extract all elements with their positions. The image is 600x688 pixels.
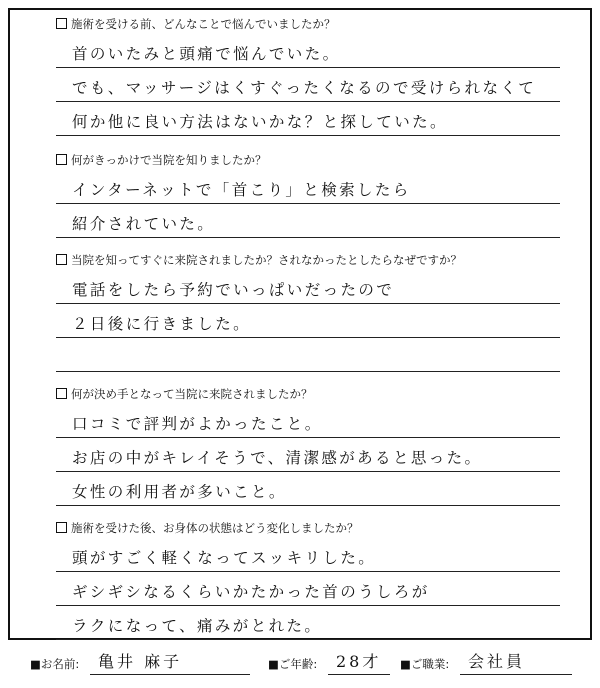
question-3-text: 当院を知ってすぐに来院されましたか？されなかったとしたらなぜですか？ <box>71 253 462 267</box>
answer-text: ラクになって、痛みがとれた。 <box>72 617 323 635</box>
question-5 <box>56 520 359 536</box>
checkbox-icon <box>56 522 67 533</box>
answer-text: ギシギシなるくらいかたかった首のうしろが <box>72 583 430 601</box>
question-2 <box>56 152 267 168</box>
answer-line <box>56 404 560 438</box>
answer-line <box>56 572 560 606</box>
checkbox-icon <box>56 254 67 265</box>
answer-text: インターネットで「首こり」と検索したら <box>72 181 411 199</box>
checkbox-icon <box>56 154 67 165</box>
answer-line <box>56 204 560 238</box>
age-value: 28才 <box>336 652 382 671</box>
answer-text: 頭がすごく軽くなってスッキリした。 <box>72 549 377 567</box>
answer-line <box>56 472 560 506</box>
answer-line <box>56 170 560 204</box>
question-1 <box>56 16 336 32</box>
answer-text: 口コミで評判がよかったこと。 <box>72 415 323 433</box>
answer-text: 首のいたみと頭痛で悩んでいた。 <box>72 45 341 63</box>
name-value: 亀井 麻子 <box>98 652 183 671</box>
answer-line <box>56 538 560 572</box>
question-4-text: 何が決め手となって当院に来院されましたか？ <box>71 387 313 401</box>
answer-line <box>56 270 560 304</box>
answer-line <box>56 304 560 338</box>
answer-text: 電話をしたら予約でいっぱいだったので <box>72 281 395 299</box>
checkbox-icon <box>56 388 67 399</box>
answer-line <box>56 68 560 102</box>
question-3 <box>56 252 462 268</box>
name-field <box>90 649 250 675</box>
answer-line <box>56 34 560 68</box>
footer <box>0 645 600 688</box>
question-4 <box>56 386 313 402</box>
answer-line <box>56 338 560 372</box>
answer-text: 紹介されていた。 <box>72 215 216 233</box>
answer-line <box>56 438 560 472</box>
age-field <box>328 649 390 675</box>
job-value: 会社員 <box>468 652 526 671</box>
job-label: ■ご職業: <box>400 657 450 671</box>
answer-text: 女性の利用者が多いこと。 <box>72 483 287 501</box>
questionnaire-sheet <box>8 8 592 640</box>
job-field <box>460 649 572 675</box>
question-2-text: 何がきっかけで当院を知りましたか？ <box>71 153 267 167</box>
name-label: ■お名前: <box>30 657 80 671</box>
answer-text: 何か他に良い方法はないかな？と探していた。 <box>72 113 448 131</box>
answer-line <box>56 606 560 640</box>
checkbox-icon <box>56 18 67 29</box>
question-5-text: 施術を受けた後、お身体の状態はどう変化しましたか？ <box>71 521 359 535</box>
answer-line <box>56 102 560 136</box>
question-1-text: 施術を受ける前、どんなことで悩んでいましたか？ <box>71 17 336 31</box>
answer-text: お店の中がキレイそうで、清潔感があると思った。 <box>72 449 483 467</box>
answer-text: ２日後に行きました。 <box>72 315 252 333</box>
answer-text: でも、マッサージはくすぐったくなるので受けられなくて <box>72 79 537 97</box>
age-label: ■ご年齢: <box>268 657 318 671</box>
